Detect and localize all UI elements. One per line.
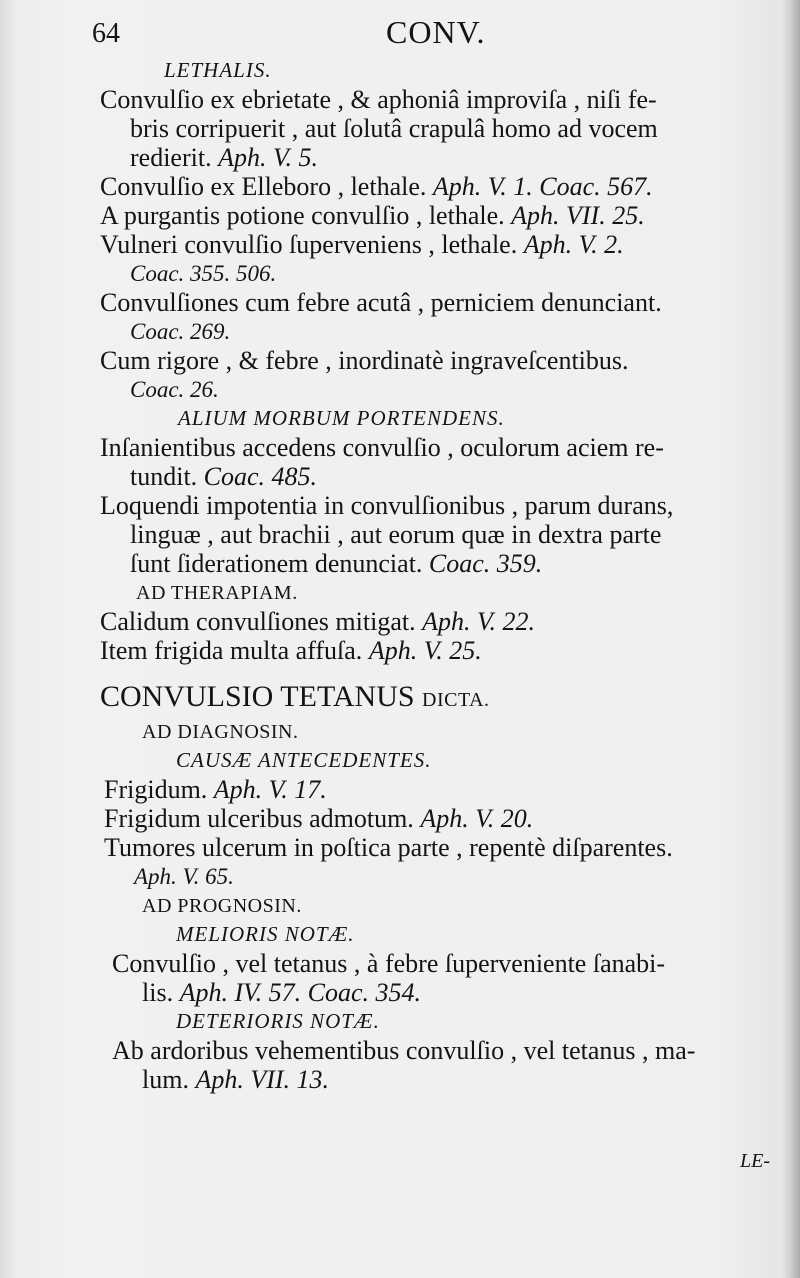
citation-text: DETERIORIS NOTÆ. bbox=[176, 1009, 380, 1033]
line-text: A purgantis potione convulſio , lethale. bbox=[100, 201, 512, 230]
citation-text: LETHALIS. bbox=[164, 58, 272, 82]
text-line bbox=[100, 433, 790, 462]
text-body bbox=[100, 56, 790, 1094]
citation-text: Aph. V. 2. bbox=[523, 230, 624, 259]
citation-text: Coac. 485. bbox=[203, 462, 318, 491]
citation-text: Aph. VII. 13. bbox=[195, 1065, 330, 1094]
line-text: Convulſio ex Elleboro , lethale. bbox=[100, 172, 433, 201]
text-line bbox=[100, 1036, 790, 1065]
line-text: Loquendi impotentia in convulſionibus , parum durans, bbox=[100, 491, 674, 520]
text-line bbox=[100, 317, 790, 346]
text-line bbox=[100, 862, 790, 891]
line-text: lum. bbox=[142, 1065, 196, 1094]
line-text: Tumores ulcerum in poſtica parte , repentè diſparentes. bbox=[104, 833, 673, 862]
line-text: Convulſio , vel tetanus , à febre ſuperveniente ſanabi- bbox=[112, 949, 666, 978]
text-line bbox=[100, 491, 790, 520]
section-heading bbox=[100, 404, 790, 433]
line-text: Calidum convulſiones mitigat. bbox=[100, 607, 423, 636]
section-heading bbox=[100, 677, 790, 717]
text-line bbox=[100, 775, 790, 804]
line-text: Ab ardoribus vehementibus convulſio , vel tetanus , ma- bbox=[112, 1036, 696, 1065]
line-text: Frigidum. bbox=[104, 775, 214, 804]
line-text: lis. bbox=[142, 978, 180, 1007]
section-heading bbox=[100, 1007, 790, 1036]
text-line bbox=[100, 636, 790, 665]
line-text: tundit. bbox=[130, 462, 204, 491]
catchword: LE- bbox=[740, 1150, 770, 1172]
section-heading bbox=[100, 56, 790, 85]
citation-text: Aph. VII. 25. bbox=[511, 201, 645, 230]
line-text: Vulneri convulſio ſuperveniens , lethale. bbox=[100, 230, 524, 259]
text-line bbox=[100, 833, 790, 862]
text-line bbox=[100, 549, 790, 578]
line-text: AD THERAPIAM. bbox=[136, 582, 298, 604]
line-text: ſunt ſiderationem denunciat. bbox=[130, 549, 429, 578]
line-text: bris corripuerit , aut ſolutâ crapulâ homo ad vocem bbox=[130, 114, 658, 143]
citation-text: Aph. V. 20. bbox=[420, 804, 534, 833]
citation-text: Aph. V. 25. bbox=[368, 636, 482, 665]
text-line bbox=[100, 1065, 790, 1094]
line-text: CONVULSIO TETANUS bbox=[100, 680, 423, 713]
line-text: Convulſio ex ebrietate , & aphoniâ improviſa , niſi fe- bbox=[100, 85, 657, 114]
citation-text: ALIUM MORBUM PORTENDENS. bbox=[178, 406, 505, 430]
text-line bbox=[100, 85, 790, 114]
text-line bbox=[100, 230, 790, 259]
section-heading bbox=[100, 746, 790, 775]
text-line bbox=[100, 520, 790, 549]
citation-text: Aph. V. 65. bbox=[134, 864, 234, 889]
text-line bbox=[100, 978, 790, 1007]
citation-text: Aph. V. 22. bbox=[422, 607, 536, 636]
citation-text: Coac. 359. bbox=[428, 549, 543, 578]
citation-text: Coac. 269. bbox=[130, 319, 231, 344]
section-heading bbox=[100, 578, 790, 607]
running-title: CONV. bbox=[386, 14, 486, 50]
text-line bbox=[100, 462, 790, 491]
text-line bbox=[100, 804, 790, 833]
section-heading bbox=[100, 920, 790, 949]
citation-text: Aph. V. 1. Coac. 567. bbox=[432, 172, 653, 201]
line-text: AD DIAGNOSIN. bbox=[142, 721, 299, 743]
citation-text: MELIORIS NOTÆ. bbox=[176, 922, 355, 946]
text-line bbox=[100, 607, 790, 636]
page-number: 64 bbox=[92, 18, 120, 49]
citation-text: Coac. 26. bbox=[130, 377, 219, 402]
line-text: Cum rigore , & febre , inordinatè ingraveſcentibus. bbox=[100, 346, 629, 375]
text-line bbox=[100, 346, 790, 375]
citation-text: Aph. V. 5. bbox=[218, 143, 318, 172]
text-line bbox=[100, 143, 790, 172]
text-line bbox=[100, 172, 790, 201]
text-line bbox=[100, 288, 790, 317]
text-line bbox=[100, 201, 790, 230]
citation-text: Coac. 355. 506. bbox=[130, 261, 277, 286]
page-header bbox=[92, 14, 652, 54]
line-text: Item frigida multa affuſa. bbox=[100, 636, 369, 665]
line-text: Inſanientibus accedens convulſio , oculorum aciem re- bbox=[100, 433, 664, 462]
line-text: linguæ , aut brachii , aut eorum quæ in dextra parte bbox=[130, 520, 662, 549]
text-line bbox=[100, 114, 790, 143]
line-text: AD PROGNOSIN. bbox=[142, 895, 302, 917]
text-line bbox=[100, 375, 790, 404]
line-text: DICTA. bbox=[422, 689, 490, 711]
line-text: Convulſiones cum febre acutâ , perniciem denunciant. bbox=[100, 288, 662, 317]
line-text: redierit. bbox=[130, 143, 219, 172]
text-line bbox=[100, 259, 790, 288]
section-heading bbox=[100, 717, 790, 746]
line-text: Frigidum ulceribus admotum. bbox=[104, 804, 421, 833]
citation-text: Aph. IV. 57. Coac. 354. bbox=[179, 978, 422, 1007]
citation-text: Aph. V. 17. bbox=[213, 775, 327, 804]
text-line bbox=[100, 949, 790, 978]
section-heading bbox=[100, 891, 790, 920]
citation-text: CAUSÆ ANTECEDENTES. bbox=[176, 748, 432, 772]
